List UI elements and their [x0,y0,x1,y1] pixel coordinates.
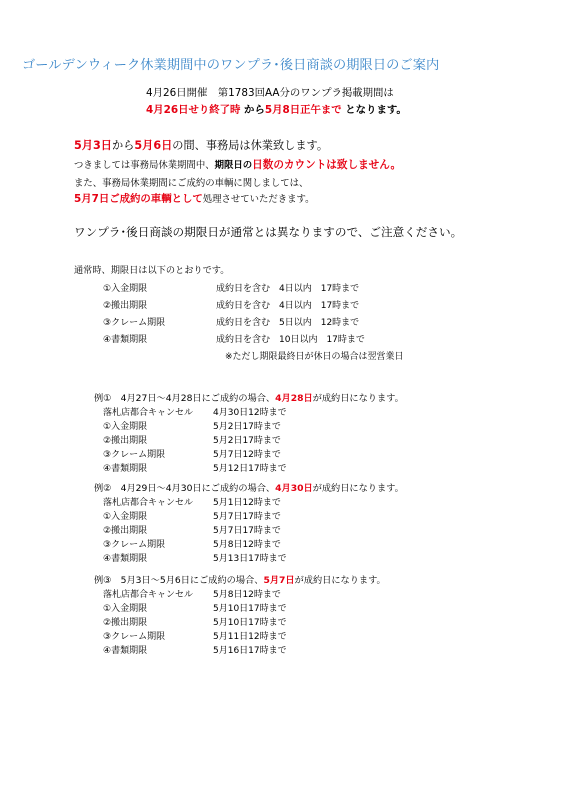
closure-start-date: 5月3日 [74,139,112,152]
example-2-row-4-value: 5月13日17時まで [213,554,287,564]
closure-line-2-prefix: つきましては事務局休業期間中、 [74,160,215,171]
example-1-post: が成約日になります。 [312,393,404,404]
closure-line-2 [74,157,401,172]
intro-from-text: から [240,104,265,116]
intro-line-1: 4月26日開催 第1783回AA分のワンプラ掲載期間は [146,87,394,99]
example-2-cancel-value: 5月1日12時まで [213,498,281,508]
example-3-row-4-value: 5月16日17時まで [213,646,287,656]
normal-row-1-name: ①入金期限 [103,284,148,294]
example-1-row-3-value: 5月7日12時まで [213,450,281,460]
example-3-date: 5月7日 [263,575,295,586]
example-2-date: 4月30日 [275,483,313,494]
example-3-row-1-value: 5月10日17時まで [213,604,287,614]
example-2-row-4-name: ④書類期限 [103,554,148,564]
normal-heading: 通常時、期限日は以下のとおりです。 [74,265,230,276]
example-2-pre: 例② 4月29日～4月30日にご成約の場合、 [94,483,276,494]
normal-row-3-name: ③クレーム期限 [103,318,166,328]
closure-line-4 [74,190,315,205]
closure-line-2-red: 日数のカウントは致しません。 [252,159,402,171]
notice-text: ワンプラ･後日商談の期限日が通常とは異なりますので、ご注意ください。 [74,225,463,239]
example-3-row-3-value: 5月11日12時まで [213,632,287,642]
example-2-row-2-value: 5月7日17時まで [213,526,281,536]
normal-row-2-cond: 成約日を含む 4日以内 17時まで [216,301,360,311]
example-1-row-1-name: ①入金期限 [103,422,148,432]
example-1-cancel-label: 落札店都合キャンセル [103,408,194,418]
example-2-post: が成約日になります。 [312,483,404,494]
closure-tail-text: の間、事務局は休業致します。 [172,139,329,152]
example-1-row-2-name: ②搬出期限 [103,436,148,446]
example-1-row-1-value: 5月2日17時まで [213,422,281,432]
example-1-row-2-value: 5月2日17時まで [213,436,281,446]
example-3-row-1-name: ①入金期限 [103,604,148,614]
example-2-row-3-value: 5月8日12時まで [213,540,281,550]
intro-start-time: 4月26日せり終了時 [146,104,241,116]
normal-row-3-cond: 成約日を含む 5日以内 12時まで [216,318,360,328]
closure-from-text: から [111,139,135,152]
normal-row-1-cond: 成約日を含む 4日以内 17時まで [216,284,360,294]
example-3-row-2-value: 5月10日17時まで [213,618,287,628]
closure-line-2-bold: 期限日の [214,160,253,171]
example-3-heading [94,572,386,586]
normal-row-2-name: ②搬出期限 [103,301,148,311]
example-1-date: 4月28日 [275,393,313,404]
example-1-pre: 例① 4月27日～4月28日にご成約の場合、 [94,393,276,404]
intro-end-time: 5月8日正午まで [264,104,342,116]
normal-row-4-cond: 成約日を含む 10日以内 17時まで [216,335,365,345]
normal-row-4-name: ④書類期限 [103,335,148,345]
example-2-row-1-value: 5月7日17時まで [213,512,281,522]
example-3-row-3-name: ③クレーム期限 [103,632,166,642]
example-2-row-1-name: ①入金期限 [103,512,148,522]
example-3-post: が成約日になります。 [294,575,386,586]
example-2-heading [94,480,404,494]
example-2-cancel-label: 落札店都合キャンセル [103,498,194,508]
example-3-pre: 例③ 5月3日～5月6日にご成約の場合、 [94,575,264,586]
example-3-row-4-name: ④書類期限 [103,646,148,656]
intro-line-2 [146,101,407,116]
intro-end-text: となります。 [341,104,407,116]
example-2-row-3-name: ③クレーム期限 [103,540,166,550]
closure-line-4-red: 5月7日ご成約の車輌として [74,193,203,205]
closure-line-3: また、事務局休業期間にご成約の車輌に関しましては、 [74,178,309,189]
page-title: ゴールデンウィーク休業期間中のワンプラ･後日商談の期限日のご案内 [22,58,440,73]
closure-end-date: 5月6日 [134,139,173,152]
closure-line-4-tail: 処理させていただきます。 [202,194,315,205]
example-1-row-3-name: ③クレーム期限 [103,450,166,460]
example-3-row-2-name: ②搬出期限 [103,618,148,628]
example-2-row-2-name: ②搬出期限 [103,526,148,536]
example-3-cancel-label: 落札店都合キャンセル [103,590,194,600]
example-1-heading [94,390,404,404]
closure-line-1 [74,137,328,153]
normal-note: ※ただし期限最終日が休日の場合は翌営業日 [225,352,404,362]
example-1-cancel-value: 4月30日12時まで [213,408,287,418]
example-3-cancel-value: 5月8日12時まで [213,590,281,600]
example-1-row-4-name: ④書類期限 [103,464,148,474]
example-1-row-4-value: 5月12日17時まで [213,464,287,474]
